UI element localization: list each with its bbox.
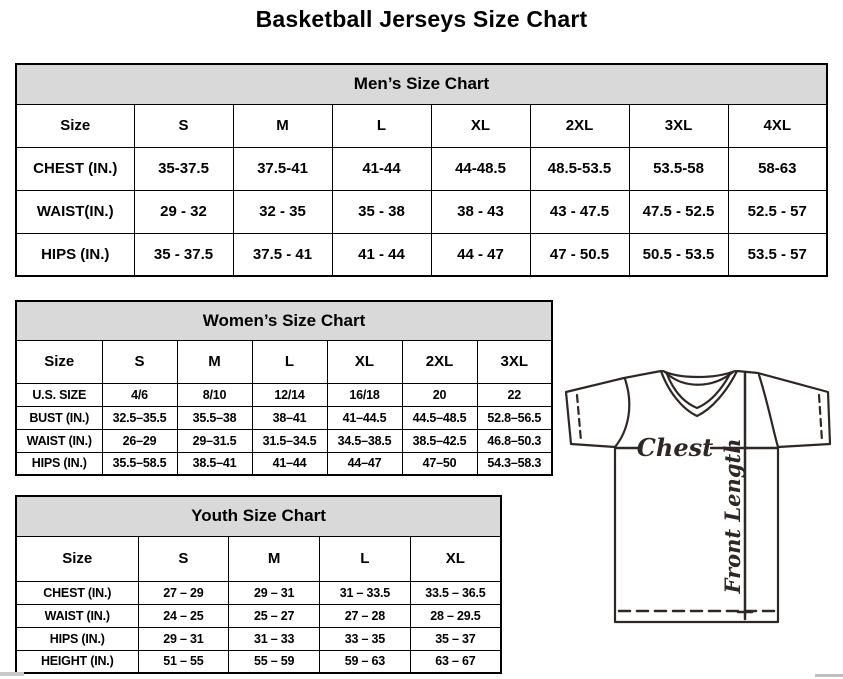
value-cell: 31 – 33.5 [320, 581, 411, 604]
value-cell: 47 - 50.5 [530, 233, 629, 276]
value-cell: 25 – 27 [229, 604, 320, 627]
value-cell: 33 – 35 [320, 627, 411, 650]
value-cell: 44.5–48.5 [402, 406, 477, 429]
value-cell: 58-63 [728, 147, 827, 190]
value-cell: 44 - 47 [431, 233, 530, 276]
column-header-cell: L [320, 536, 411, 581]
row-label-cell: U.S. SIZE [16, 383, 102, 406]
value-cell: 31 – 33 [229, 627, 320, 650]
value-cell: 38 - 43 [431, 190, 530, 233]
value-cell: 37.5-41 [233, 147, 332, 190]
youth-size-table [15, 495, 502, 674]
value-cell: 53.5-58 [629, 147, 728, 190]
value-cell: 41–44 [252, 452, 327, 475]
value-cell: 47.5 - 52.5 [629, 190, 728, 233]
row-label-cell: BUST (IN.) [16, 406, 102, 429]
column-header-cell: 2XL [402, 340, 477, 383]
horizontal-scrollbar-fragment-left[interactable] [0, 672, 24, 676]
value-cell: 52.8–56.5 [477, 406, 552, 429]
womens-size-table [15, 300, 553, 476]
row-label-cell: HIPS (IN.) [16, 233, 134, 276]
value-cell: 35.5–38 [177, 406, 252, 429]
jersey-diagram-svg [558, 358, 840, 630]
row-label-cell: CHEST (IN.) [16, 147, 134, 190]
value-cell: 35-37.5 [134, 147, 233, 190]
value-cell: 29 - 32 [134, 190, 233, 233]
value-cell: 44–47 [327, 452, 402, 475]
row-label-cell: CHEST (IN.) [16, 581, 138, 604]
value-cell: 31.5–34.5 [252, 429, 327, 452]
column-header-cell: 3XL [629, 104, 728, 147]
column-header-cell: S [102, 340, 177, 383]
value-cell: 37.5 - 41 [233, 233, 332, 276]
column-header-cell: M [229, 536, 320, 581]
value-cell: 48.5-53.5 [530, 147, 629, 190]
value-cell: 4/6 [102, 383, 177, 406]
column-header-cell: L [252, 340, 327, 383]
row-label-cell: HEIGHT (IN.) [16, 650, 138, 673]
value-cell: 32 - 35 [233, 190, 332, 233]
column-header-cell: XL [431, 104, 530, 147]
value-cell: 35 - 38 [332, 190, 431, 233]
value-cell: 16/18 [327, 383, 402, 406]
column-header-cell: Size [16, 536, 138, 581]
mens-size-table [15, 63, 828, 277]
value-cell: 32.5–35.5 [102, 406, 177, 429]
table-title-band: Men’s Size Chart [16, 64, 827, 104]
column-header-cell: XL [327, 340, 402, 383]
value-cell: 54.3–58.3 [477, 452, 552, 475]
value-cell: 20 [402, 383, 477, 406]
row-label-cell: WAIST (IN.) [16, 429, 102, 452]
value-cell: 52.5 - 57 [728, 190, 827, 233]
value-cell: 27 – 28 [320, 604, 411, 627]
row-label-cell: HIPS (IN.) [16, 452, 102, 475]
jersey-measurement-diagram [558, 358, 840, 630]
value-cell: 35 - 37.5 [134, 233, 233, 276]
value-cell: 41–44.5 [327, 406, 402, 429]
value-cell: 34.5–38.5 [327, 429, 402, 452]
value-cell: 22 [477, 383, 552, 406]
value-cell: 47–50 [402, 452, 477, 475]
front-length-label: Front Length [720, 438, 745, 594]
value-cell: 27 – 29 [138, 581, 229, 604]
table-title-band: Youth Size Chart [16, 496, 501, 536]
page-title: Basketball Jerseys Size Chart [255, 6, 588, 32]
value-cell: 29–31.5 [177, 429, 252, 452]
value-cell: 12/14 [252, 383, 327, 406]
column-header-cell: 2XL [530, 104, 629, 147]
column-header-cell: XL [410, 536, 501, 581]
collar-back-arc-1 [663, 371, 735, 377]
value-cell: 41-44 [332, 147, 431, 190]
column-header-cell: S [138, 536, 229, 581]
value-cell: 24 – 25 [138, 604, 229, 627]
column-header-cell: M [233, 104, 332, 147]
value-cell: 29 – 31 [138, 627, 229, 650]
value-cell: 38–41 [252, 406, 327, 429]
value-cell: 50.5 - 53.5 [629, 233, 728, 276]
value-cell: 38.5–42.5 [402, 429, 477, 452]
value-cell: 8/10 [177, 383, 252, 406]
value-cell: 28 – 29.5 [410, 604, 501, 627]
column-header-cell: Size [16, 340, 102, 383]
column-header-cell: Size [16, 104, 134, 147]
column-header-cell: 4XL [728, 104, 827, 147]
value-cell: 35 – 37 [410, 627, 501, 650]
value-cell: 46.8–50.3 [477, 429, 552, 452]
column-header-cell: L [332, 104, 431, 147]
value-cell: 59 – 63 [320, 650, 411, 673]
value-cell: 51 – 55 [138, 650, 229, 673]
value-cell: 55 – 59 [229, 650, 320, 673]
value-cell: 53.5 - 57 [728, 233, 827, 276]
column-header-cell: S [134, 104, 233, 147]
value-cell: 43 - 47.5 [530, 190, 629, 233]
row-label-cell: WAIST (IN.) [16, 604, 138, 627]
value-cell: 38.5–41 [177, 452, 252, 475]
value-cell: 35.5–58.5 [102, 452, 177, 475]
column-header-cell: 3XL [477, 340, 552, 383]
value-cell: 26–29 [102, 429, 177, 452]
horizontal-scrollbar-fragment-right[interactable] [815, 674, 843, 677]
row-label-cell: WAIST(IN.) [16, 190, 134, 233]
table-title-band: Women’s Size Chart [16, 301, 552, 340]
value-cell: 41 - 44 [332, 233, 431, 276]
value-cell: 63 – 67 [410, 650, 501, 673]
value-cell: 29 – 31 [229, 581, 320, 604]
row-label-cell: HIPS (IN.) [16, 627, 138, 650]
value-cell: 44-48.5 [431, 147, 530, 190]
chest-label: Chest [636, 433, 714, 462]
column-header-cell: M [177, 340, 252, 383]
value-cell: 33.5 – 36.5 [410, 581, 501, 604]
